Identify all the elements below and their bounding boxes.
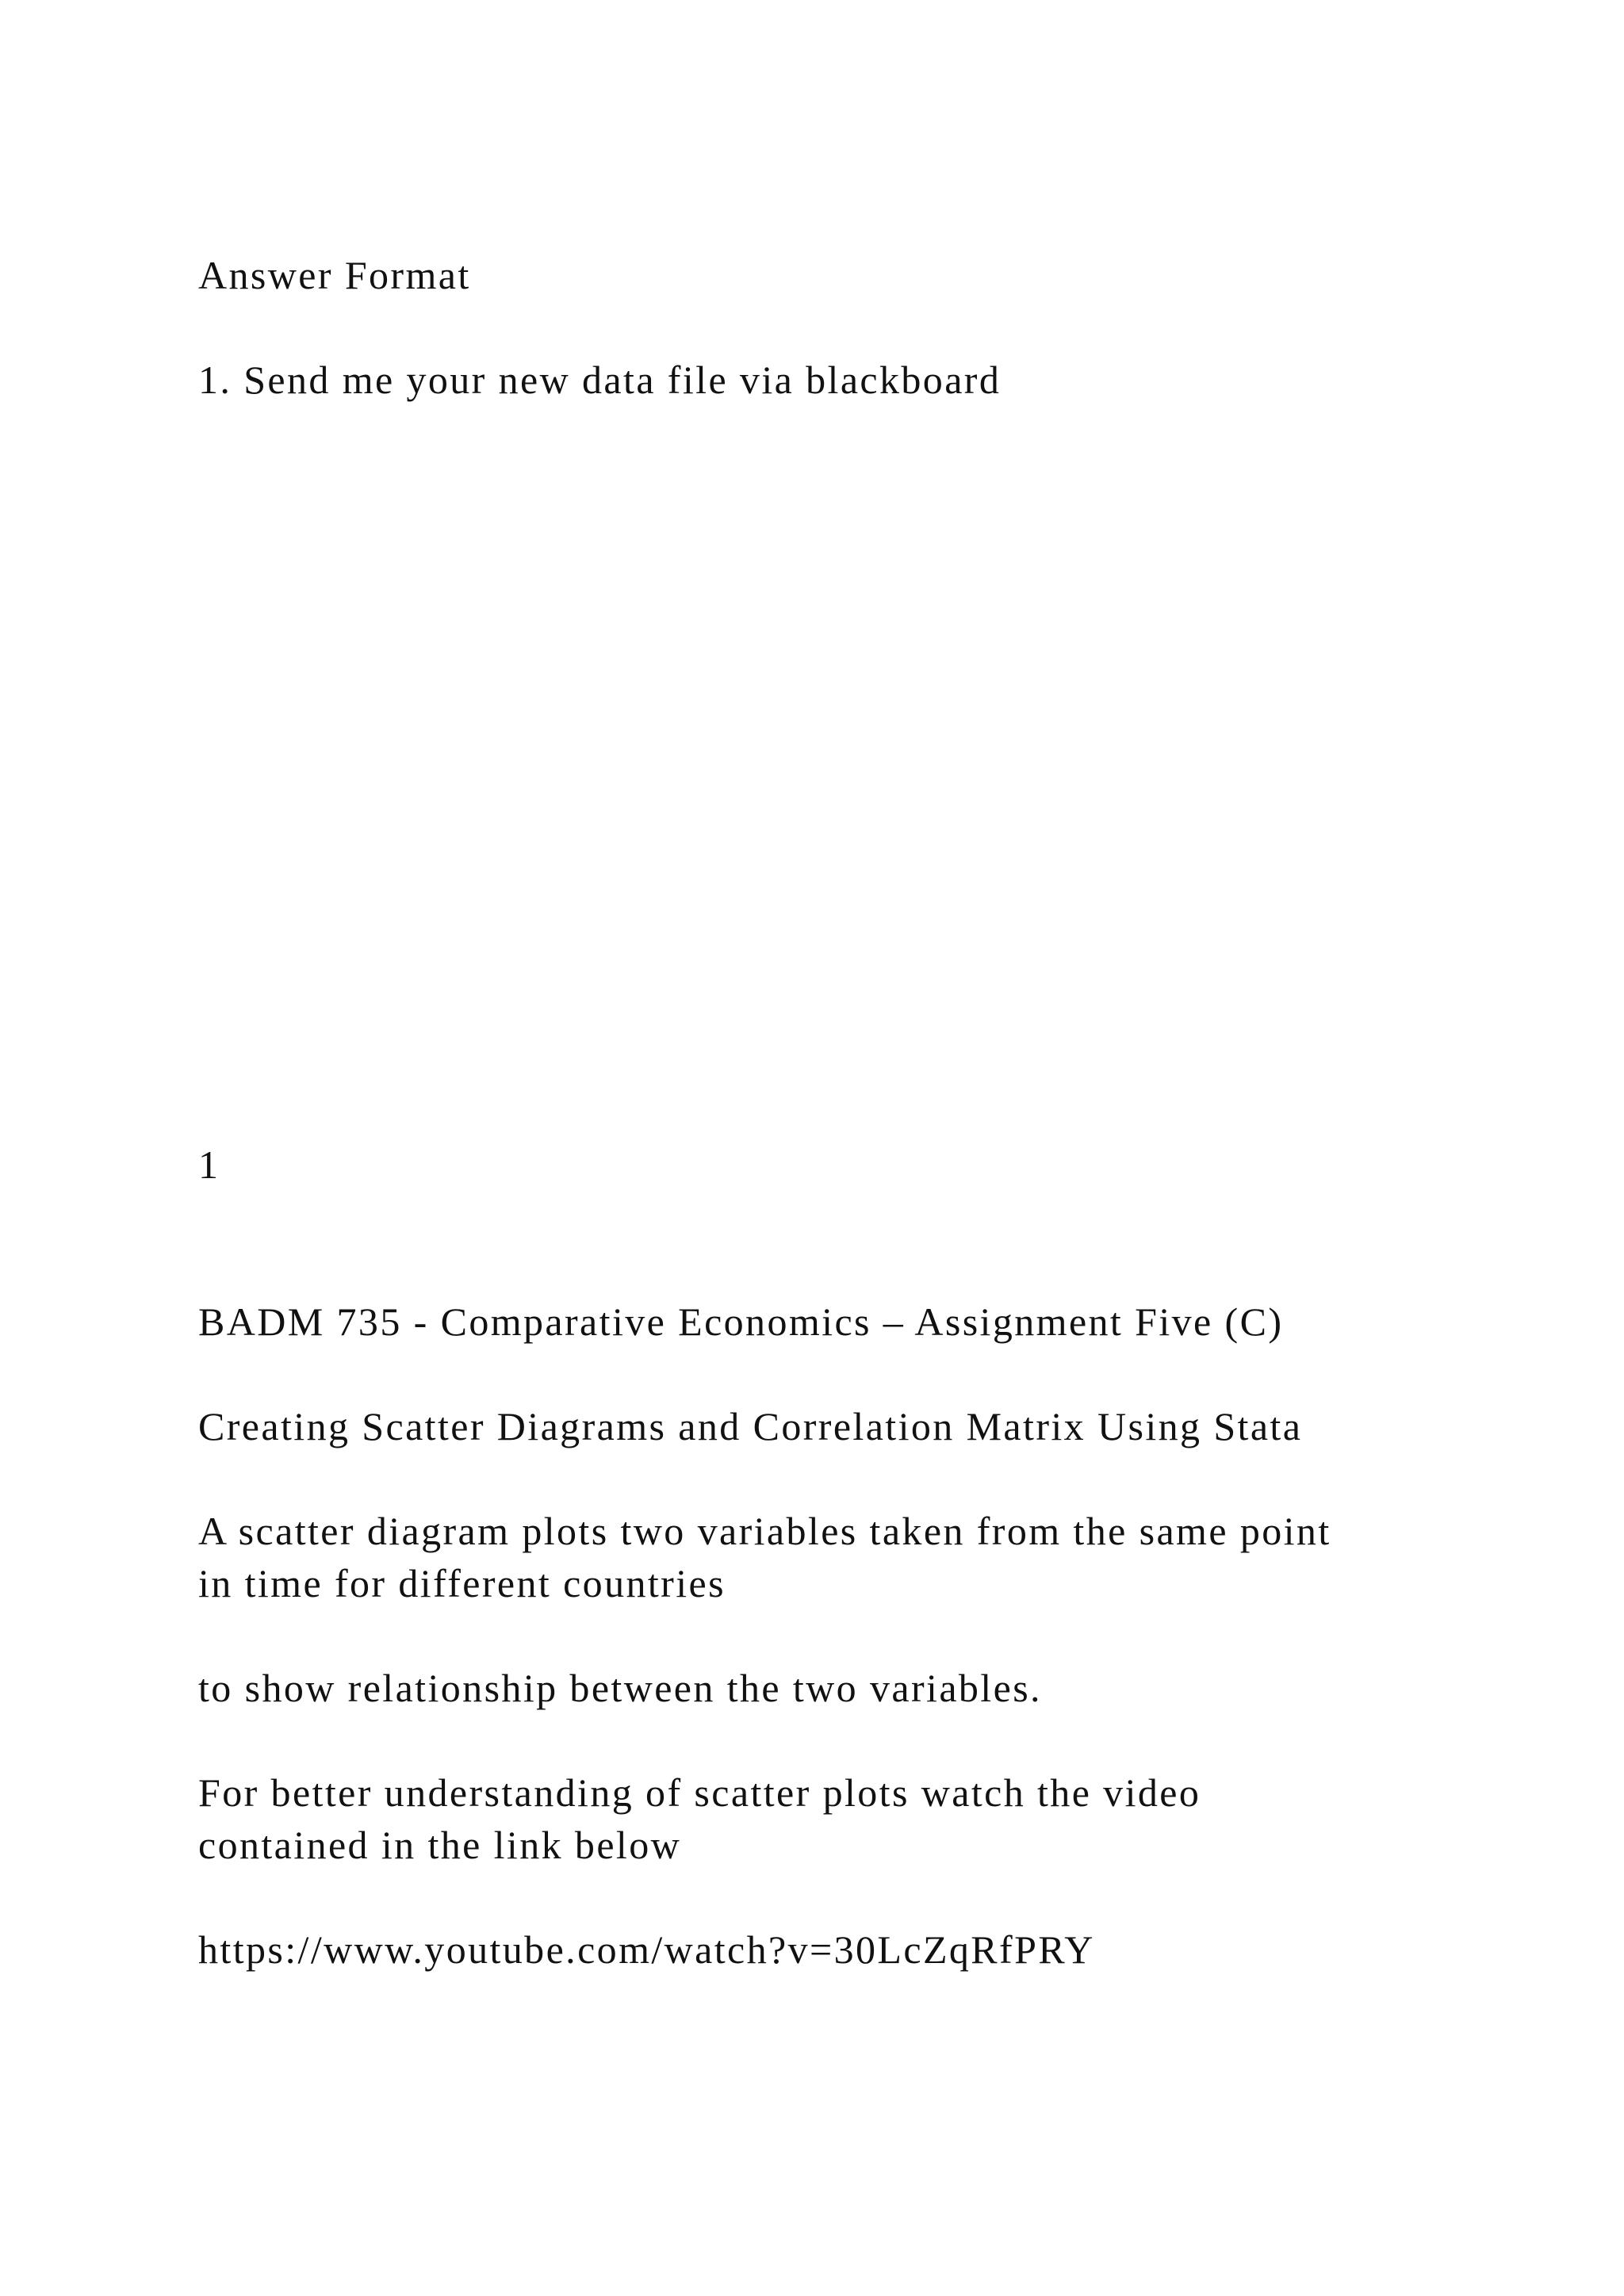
answer-format-heading: Answer Format xyxy=(198,253,471,297)
video-note-paragraph xyxy=(198,1766,1483,1871)
page-number: 1 xyxy=(198,1142,220,1187)
video-link[interactable]: https://www.youtube.com/watch?v=30LcZqRfPRY xyxy=(198,1927,1095,1972)
video-note-line-1: For better understanding of scatter plots watch the video xyxy=(198,1770,1201,1815)
answer-item-1: 1. Send me your new data file via blackboard xyxy=(198,358,1002,402)
scatter-definition-line-1: A scatter diagram plots two variables taken from the same point xyxy=(198,1509,1331,1553)
scatter-purpose: to show relationship between the two variables. xyxy=(198,1666,1042,1710)
video-note-line-2: contained in the link below xyxy=(198,1823,682,1867)
assignment-title: BADM 735 - Comparative Economics – Assignment Five (C) xyxy=(198,1299,1284,1344)
scatter-definition-paragraph xyxy=(198,1505,1483,1609)
scatter-definition-line-2: in time for different countries xyxy=(198,1561,726,1605)
assignment-subtitle: Creating Scatter Diagrams and Correlation Matrix Using Stata xyxy=(198,1404,1303,1448)
